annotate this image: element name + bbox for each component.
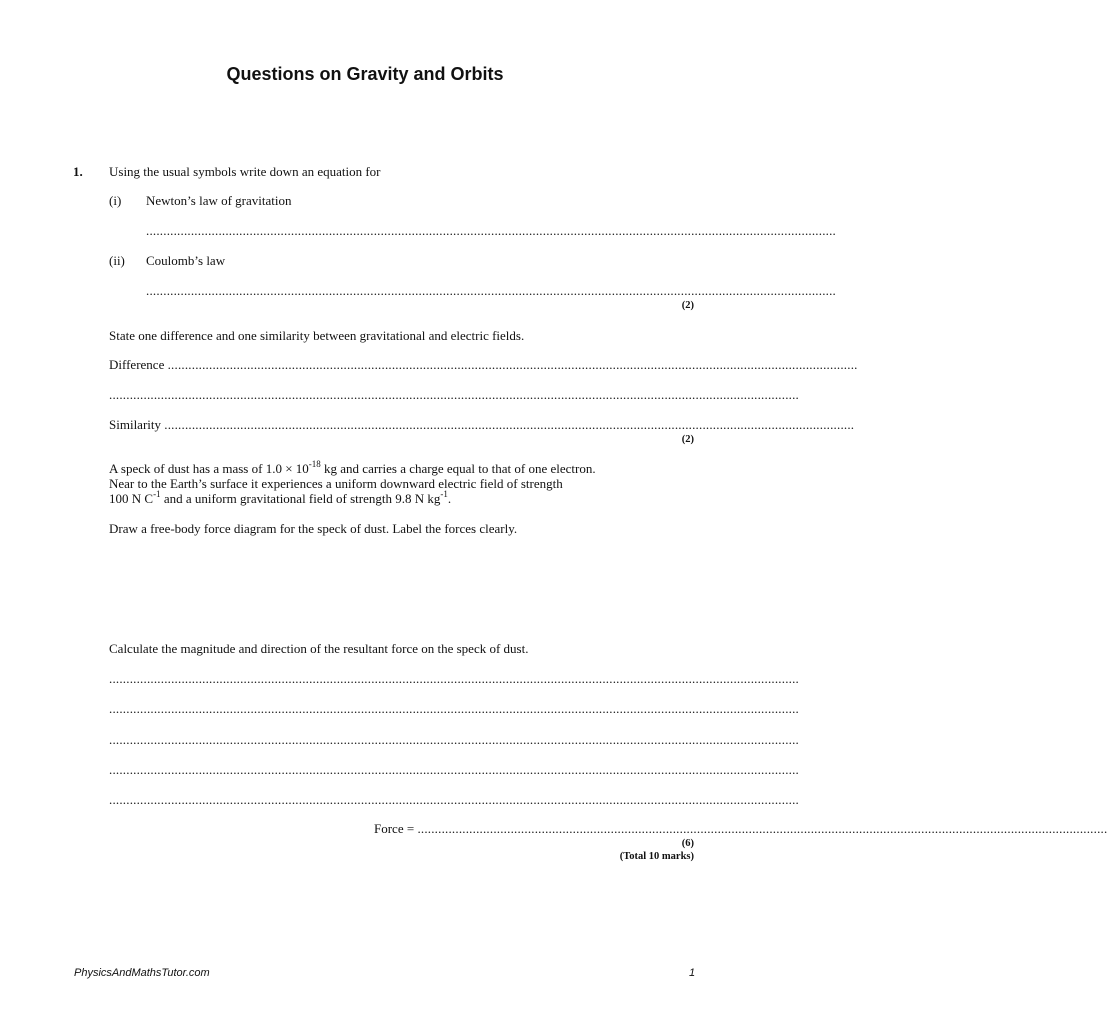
similarity-label: Similarity (109, 417, 161, 432)
dust-line-3: 100 N $C^{-1}$ and a uniform gravitational field of strength 9.8 N $kg^{-1}$. (109, 489, 452, 506)
calc-line-2[interactable]: ........................................................................................................................................................................................................ (109, 701, 799, 716)
calc-line-3[interactable]: ........................................................................................................................................................................................................ (109, 732, 799, 747)
difference-label: Difference (109, 357, 165, 372)
calc-prompt: Calculate the magnitude and direction of the resultant force on the speck of dust. (109, 641, 529, 656)
dust-line-2: Near to the Earth’s surface it experiences a uniform downward electric field of strength (109, 476, 563, 491)
diagram-area[interactable] (109, 545, 694, 635)
similarity-answer-line[interactable]: ........................................................................................................................................................................................................ (164, 417, 855, 432)
answer-line-ii[interactable]: ........................................................................................................................................................................................................ (146, 283, 836, 298)
part-ii-text: Coulomb’s law (146, 253, 226, 268)
dust-line-1: A speck of dust has a mass of $1.0 \times 10^{-18}$ kg and carries a charge equal to that of one electron. (109, 459, 596, 476)
part-ii-label: (ii) (109, 253, 125, 268)
draw-prompt: Draw a free-body force diagram for the speck of dust. Label the forces clearly. (109, 521, 518, 536)
footer-site: PhysicsAndMathsTutor.com (74, 967, 210, 979)
marks-3: (6) (681, 838, 694, 849)
answer-line-i[interactable]: ........................................................................................................................................................................................................ (146, 223, 836, 238)
state-prompt: State one difference and one similarity between gravitational and electric fields. (109, 328, 525, 343)
footer-page-number: 1 (689, 967, 696, 979)
total-marks: (Total 10 marks) (619, 851, 694, 862)
question-number: 1. (73, 164, 83, 179)
question-intro: Using the usual symbols write down an equation for (109, 164, 381, 179)
calc-line-5[interactable]: ........................................................................................................................................................................................................ (109, 792, 799, 807)
part-i-text: Newton’s law of gravitation (146, 193, 292, 208)
marks-2: (2) (681, 434, 694, 445)
calc-line-1[interactable]: ........................................................................................................................................................................................................ (109, 671, 799, 686)
difference-answer-line-2[interactable]: ........................................................................................................................................................................................................ (109, 387, 799, 402)
calc-line-4[interactable]: ........................................................................................................................................................................................................ (109, 762, 799, 777)
force-answer-line[interactable]: ........................................................................................................................................................................................................ (417, 821, 1107, 836)
difference-answer-line[interactable]: ........................................................................................................................................................................................................ (167, 357, 858, 372)
page-title: Questions on Gravity and Orbits (226, 64, 504, 84)
force-label: Force = (374, 821, 418, 836)
part-i-label: (i) (109, 193, 122, 208)
marks-1: (2) (681, 300, 694, 311)
